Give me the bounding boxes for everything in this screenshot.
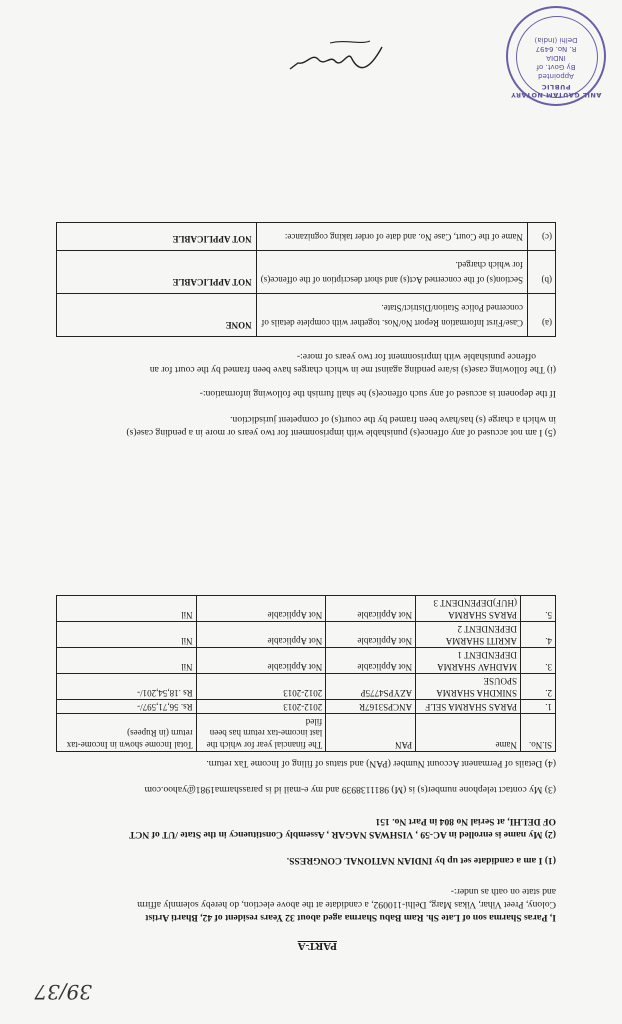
cell-slno: 5. bbox=[521, 596, 556, 622]
item-i-line-2: offence punishable with imprisonment for two years of more:- bbox=[296, 351, 536, 362]
case-row-description: Section(s) of the concerned Act(s) and short description of the offence(s) for which charged. bbox=[256, 251, 527, 294]
cell-income: Nil bbox=[57, 622, 197, 648]
case-row-value: NOT APPLICABLE bbox=[57, 251, 257, 294]
cell-year: Not Applicable bbox=[196, 596, 326, 622]
cell-pan: Not Applicable bbox=[326, 622, 416, 648]
table-row bbox=[57, 648, 556, 674]
pan-table-header-row bbox=[57, 714, 556, 752]
stamp-center-text bbox=[508, 35, 604, 80]
deponent-line: If the deponent is accused of any such offence(s) he shall furnish the following information:- bbox=[199, 388, 556, 399]
cell-pan: AZYPS4775P bbox=[326, 674, 416, 700]
stamp-line: By Govt. of bbox=[536, 63, 576, 71]
table-row bbox=[57, 251, 556, 294]
page-number: 39/37 bbox=[34, 980, 92, 1004]
case-row-value: NONE bbox=[57, 294, 257, 337]
case-row-label: (c) bbox=[528, 223, 556, 251]
header-total-income: Total Income shown in Income-tax return (in Rupees) bbox=[57, 714, 197, 752]
cell-slno: 1. bbox=[521, 700, 556, 715]
stamp-line: INDIA bbox=[546, 54, 566, 62]
cell-pan: ANCPS3167R bbox=[326, 700, 416, 715]
cell-year: 2012-2013 bbox=[196, 674, 326, 700]
item-1-candidate-party: (1) I am a candidate set up by INDIAN NATIONAL CONGRESS. bbox=[286, 855, 556, 866]
header-name: Name bbox=[416, 714, 521, 752]
intro-line-1: I, Paras Sharma son of Late Sh. Ram Babu Sharma aged about 32 Years resident of 42, Bharti Artist bbox=[145, 912, 556, 923]
cell-slno: 3. bbox=[521, 648, 556, 674]
item-i-pending-cases bbox=[150, 350, 556, 376]
intro-line-2: Colony, Preet Vihar, Vikas Marg, Delhi-110092, a candidate at the above election, do hereby solemnly affirm bbox=[137, 899, 556, 910]
cell-name: SNIKDHA SHARMA SPOUSE bbox=[416, 674, 521, 700]
table-row bbox=[57, 674, 556, 700]
item-2-line-1: (2) My name is enrolled in AC-59 , VISHWAS NAGAR , Assembly Constituency in the State /UT of NCT bbox=[129, 829, 556, 840]
intro-paragraph bbox=[137, 885, 556, 924]
item-3-contact: (3) My contact telephone number(s) is (M) 9811138939 and my e-mail id is parassharma1981@yahoo.com bbox=[144, 784, 556, 795]
intro-line-3: and state on oath as under:- bbox=[450, 886, 556, 897]
item-5-declaration bbox=[126, 413, 556, 439]
cell-slno: 2. bbox=[521, 674, 556, 700]
table-row bbox=[57, 223, 556, 251]
cell-income: Rs .18,54,201/- bbox=[57, 674, 197, 700]
cell-income: Nil bbox=[57, 648, 197, 674]
stamp-ring-text: ANIL GAUTAM NOTARY PUBLIC bbox=[510, 83, 602, 99]
case-row-value: NOT APPLICABLE bbox=[57, 223, 257, 251]
item-5-line-1: (5) I am not accused of any offence(s) punishable with imprisonment for two years or more in a pending case(s) bbox=[126, 427, 556, 438]
table-row bbox=[57, 622, 556, 648]
table-row bbox=[57, 294, 556, 337]
item-2-enrolment bbox=[129, 815, 556, 841]
item-5-line-2: in which a charge (s) has/have been framed by the court(s) of competent jurisdiction. bbox=[230, 414, 556, 425]
header-financial-year: The financial year for which the last income-tax return has been filed bbox=[196, 714, 326, 752]
cell-pan: Not Applicable bbox=[326, 596, 416, 622]
cell-year: Not Applicable bbox=[196, 622, 326, 648]
stamp-line: Delhi (India) bbox=[534, 36, 578, 44]
cell-name: MADHAV SHARMA DEPENDENT 1 bbox=[416, 648, 521, 674]
part-title: PART-A bbox=[297, 940, 337, 952]
cell-income: Rs. 56,71,597/- bbox=[57, 700, 197, 715]
cell-income: Nil bbox=[57, 596, 197, 622]
case-row-description: Case/First Information Report No/Nos. together with complete details of concerned Police Station/District/State. bbox=[256, 294, 527, 337]
table-row bbox=[57, 596, 556, 622]
cell-pan: Not Applicable bbox=[326, 648, 416, 674]
item-2-line-2: OF DELHI, at Serial No 804 in Part No. 151 bbox=[375, 816, 556, 827]
stamp-line: Appointed bbox=[538, 72, 574, 80]
header-pan: PAN bbox=[326, 714, 416, 752]
signature-icon bbox=[280, 29, 390, 89]
pending-case-table bbox=[56, 222, 556, 337]
cell-name: PARAS SHARMA SELF bbox=[416, 700, 521, 715]
item-4-pan-heading: (4) Details of Permanent Account Number (PAN) and status of filing of Income Tax return. bbox=[206, 758, 556, 769]
notary-stamp bbox=[506, 6, 606, 106]
cell-year: Not Applicable bbox=[196, 648, 326, 674]
cell-name: AKRITI SHARMA DEPENDENT 2 bbox=[416, 622, 521, 648]
cell-name: PARAS SHARMA (HUF)DEPENDENT 3 bbox=[416, 596, 521, 622]
table-row bbox=[57, 700, 556, 715]
case-row-label: (a) bbox=[528, 294, 556, 337]
stamp-line: R. No. 6497 bbox=[535, 45, 577, 53]
pan-status-table bbox=[56, 595, 556, 752]
header-slno: Sl.No. bbox=[521, 714, 556, 752]
cell-slno: 4. bbox=[521, 622, 556, 648]
case-row-label: (b) bbox=[528, 251, 556, 294]
item-i-line-1: (i) The following case(s) is/are pending against me in which charges have been framed by the court for an bbox=[149, 364, 556, 375]
cell-year: 2012-2013 bbox=[196, 700, 326, 715]
case-row-description: Name of the Court, Case No. and date of order taking cognizance: bbox=[256, 223, 527, 251]
